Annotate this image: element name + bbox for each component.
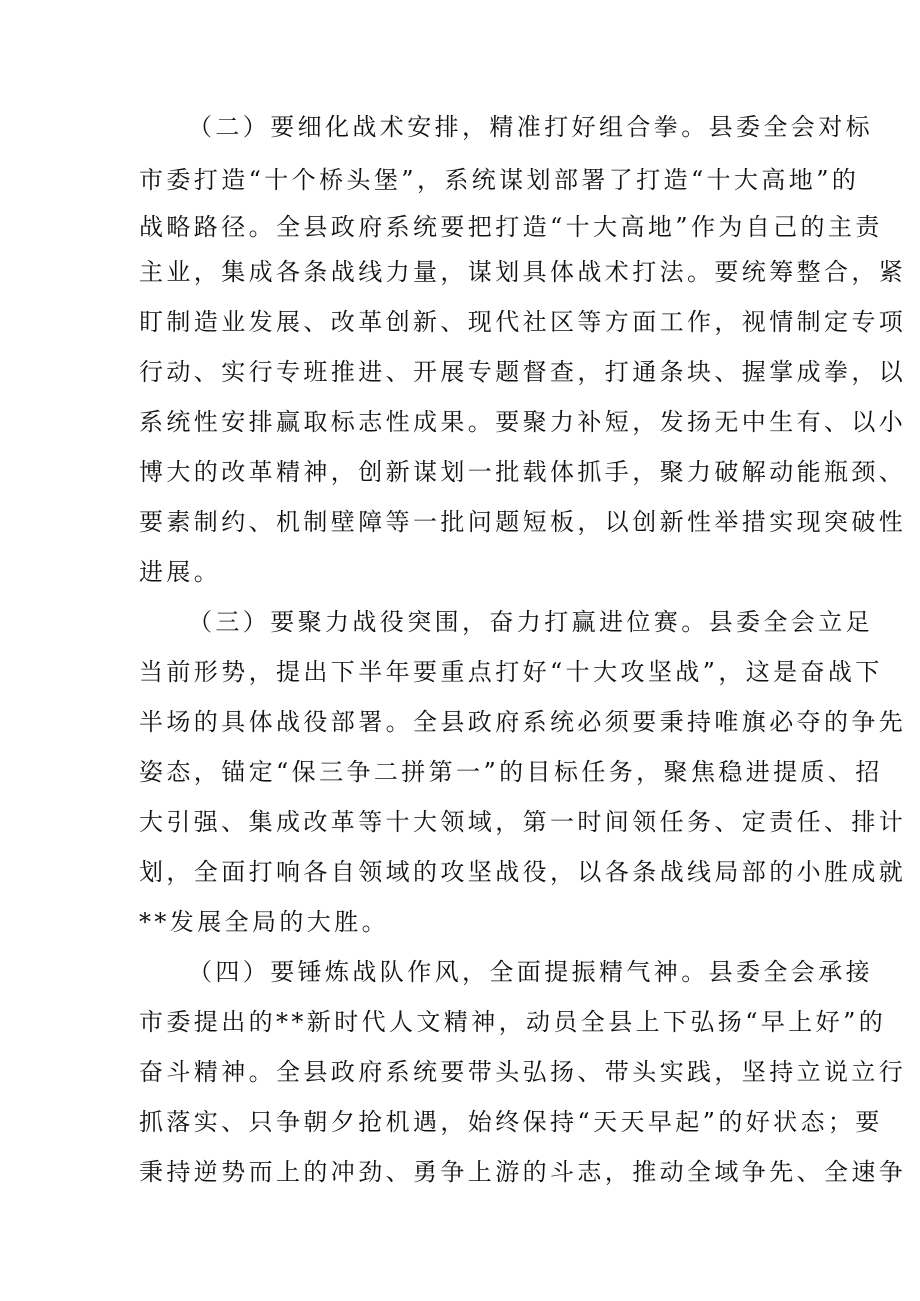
paragraph-4-line-3: 奋斗精神。全县政府系统要带头弘扬、带头实践，坚持立说立行 bbox=[139, 1058, 907, 1086]
paragraph-2-line-5: 盯制造业发展、改革创新、现代社区等方面工作，视情制定专项 bbox=[139, 308, 907, 336]
paragraph-2-line-2: 市委打造“十个桥头堡”，系统谋划部署了打造“十大高地”的 bbox=[139, 166, 860, 194]
paragraph-3-line-1: （三）要聚力战役突围，奋力打赢进位赛。县委全会立足 bbox=[188, 608, 873, 636]
paragraph-4-line-2: 市委提出的**新时代人文精神，动员全县上下弘扬“早上好”的 bbox=[139, 1008, 887, 1036]
paragraph-4-line-4: 抓落实、只争朝夕抢机遇，始终保持“天天早起”的好状态；要 bbox=[139, 1108, 883, 1136]
paragraph-2-line-6: 行动、实行专班推进、开展专题督查，打通条块、握掌成拳，以 bbox=[139, 358, 907, 386]
paragraph-3-line-6: 划，全面打响各自领域的攻坚战役，以各条战线局部的小胜成就 bbox=[139, 858, 907, 886]
paragraph-2-line-7: 系统性安排赢取标志性成果。要聚力补短，发扬无中生有、以小 bbox=[139, 408, 907, 436]
paragraph-3-line-2: 当前形势，提出下半年要重点打好“十大攻坚战”，这是奋战下 bbox=[139, 658, 883, 686]
paragraph-3-line-3: 半场的具体战役部署。全县政府系统必须要秉持唯旗必夺的争先 bbox=[139, 708, 907, 736]
paragraph-3-line-4: 姿态，锚定“保三争二拼第一”的目标任务，聚焦稳进提质、招 bbox=[139, 758, 883, 786]
paragraph-2-line-8: 博大的改革精神，创新谋划一批载体抓手，聚力破解动能瓶颈、 bbox=[139, 458, 907, 486]
paragraph-2-line-1: （二）要细化战术安排，精准打好组合拳。县委全会对标 bbox=[188, 113, 873, 141]
paragraph-4-line-1: （四）要锤炼战队作风，全面提振精气神。县委全会承接 bbox=[188, 958, 873, 986]
paragraph-4-line-5: 秉持逆势而上的冲劲、勇争上游的斗志，推动全域争先、全速争 bbox=[139, 1158, 907, 1186]
paragraph-2-line-3: 战略路径。全县政府系统要把打造“十大高地”作为自己的主责 bbox=[139, 213, 883, 241]
paragraph-3-line-7: **发展全局的大胜。 bbox=[139, 908, 389, 936]
paragraph-3-line-5: 大引强、集成改革等十大领域，第一时间领任务、定责任、排计 bbox=[139, 808, 907, 836]
paragraph-2-line-4: 主业，集成各条战线力量，谋划具体战术打法。要统筹整合，紧 bbox=[139, 258, 907, 286]
paragraph-2-line-9: 要素制约、机制壁障等一批问题短板，以创新性举措实现突破性 bbox=[139, 508, 907, 536]
paragraph-2-line-10: 进展。 bbox=[139, 558, 222, 586]
